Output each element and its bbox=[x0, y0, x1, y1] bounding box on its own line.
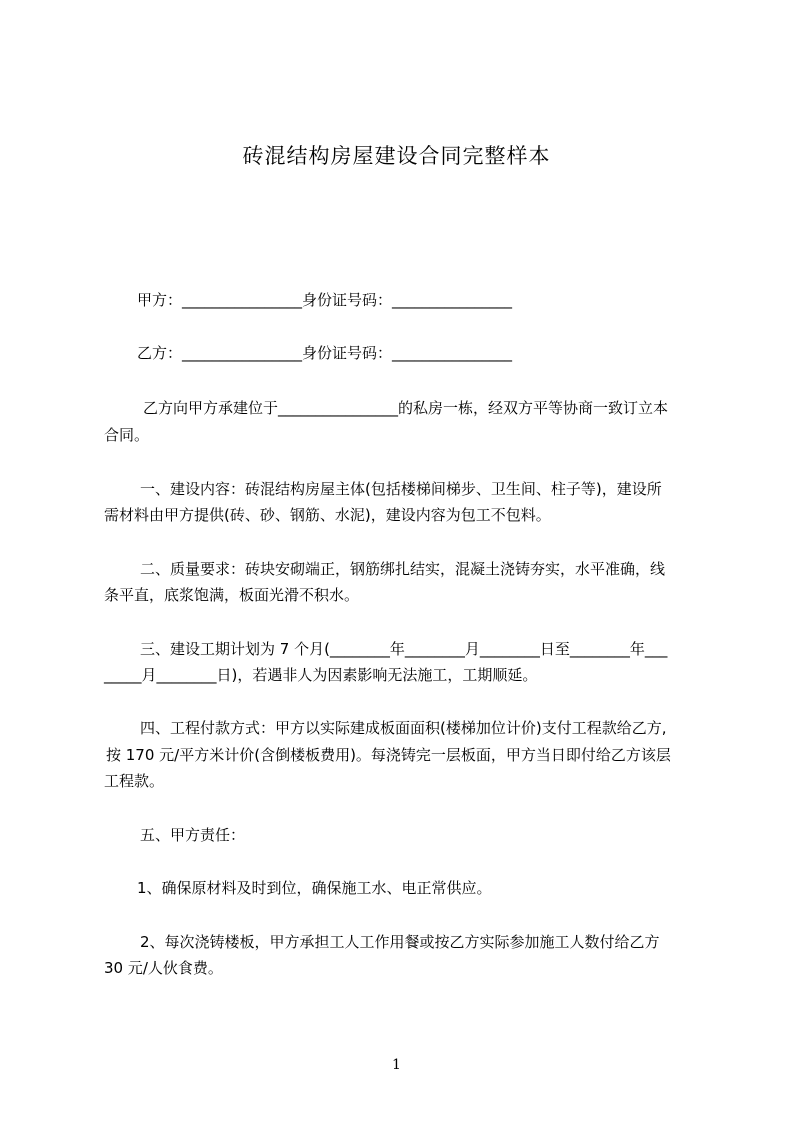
clause-5-heading: 五、甲方责任： bbox=[140, 826, 246, 844]
clause-1-line-1: 一、建设内容：砖混结构房屋主体(包括楼梯间梯步、卫生间、柱子等)，建设所 bbox=[140, 480, 662, 498]
clause-2-line-1: 二、质量要求：砖块安砌端正，钢筋绑扎结实，混凝土浇铸夯实，水平准确，线 bbox=[140, 560, 666, 578]
party-b-line: 乙方：________________身份证号码：________________ bbox=[137, 344, 513, 362]
clause-2-line-2: 条平直，底浆饱满，板面光滑不积水。 bbox=[104, 586, 360, 604]
party-a-line: 甲方：________________身份证号码：________________ bbox=[137, 291, 513, 309]
clause-5-item-2-line-2: 30 元/人伙食费。 bbox=[104, 959, 223, 977]
clause-5-item-1: 1、确保原材料及时到位，确保施工水、电正常供应。 bbox=[137, 879, 492, 897]
page-number: 1 bbox=[392, 1057, 401, 1073]
intro-line-2: 合同。 bbox=[104, 426, 150, 444]
clause-3-line-1: 三、建设工期计划为 7 个月(________年________月________日至________年___ bbox=[140, 640, 668, 658]
intro-line-1: 乙方向甲方承建位于________________的私房一栋，经双方平等协商一致订立本 bbox=[143, 399, 669, 417]
clause-4-line-3: 工程款。 bbox=[104, 772, 165, 790]
clause-4-line-2: 按 170 元/平方米计价(含倒楼板费用)。每浇铸完一层板面，甲方当日即付给乙方该层 bbox=[106, 746, 671, 764]
clause-3-line-2: _____月________日)，若遇非人为因素影响无法施工，工期顺延。 bbox=[104, 666, 538, 684]
clause-5-item-2-line-1: 2、每次浇铸楼板，甲方承担工人工作用餐或按乙方实际参加施工人数付给乙方 bbox=[140, 933, 660, 951]
page-title: 砖混结构房屋建设合同完整样本 bbox=[242, 144, 551, 168]
clause-4-line-1: 四、工程付款方式：甲方以实际建成板面面积(楼梯加位计价)支付工程款给乙方, bbox=[140, 719, 667, 737]
clause-1-line-2: 需材料由甲方提供(砖、砂、钢筋、水泥)，建设内容为包工不包料。 bbox=[104, 506, 551, 524]
